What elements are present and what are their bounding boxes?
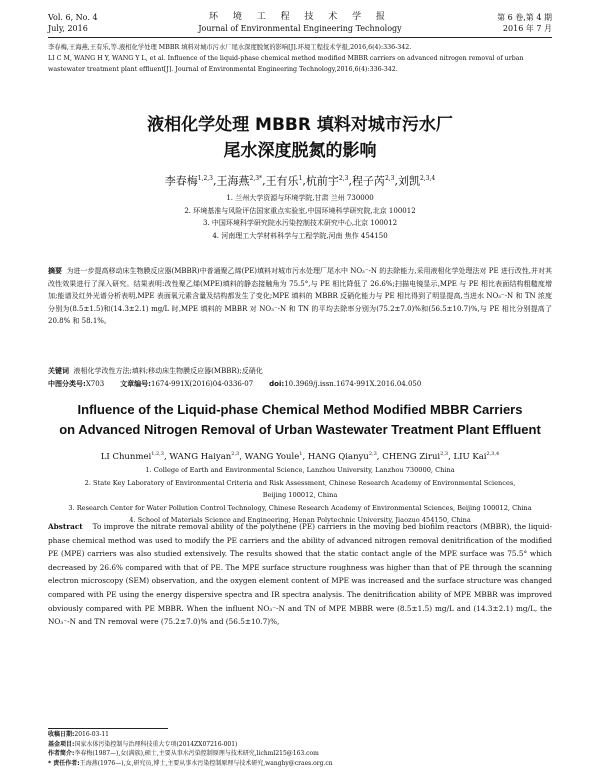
footnote-line	[48, 730, 552, 740]
author-affiliation-marker: 2,3	[368, 451, 377, 457]
header-rule	[48, 37, 552, 38]
author-separator: ,	[239, 451, 245, 462]
title-en	[40, 400, 560, 440]
author-separator: ,	[394, 174, 398, 188]
header-volume-cn: 第 6 卷,第 4 期	[497, 13, 552, 22]
footnote-text: 国家水体污染控制与治理科技重大专项(2014ZX07216-001)	[74, 740, 238, 748]
keywords-cn-label: 关键词	[48, 367, 69, 375]
affiliation-en: 2. State Key Laboratory of Environmental Criteria and Risk Assessment, Chinese Research Academy of Environmental Sciences,	[84, 478, 516, 487]
author-name: HANG Qianyu	[307, 451, 369, 462]
citation-en-line2: wastewater treatment plant effluent[J]. Journal of Environmental Engineering Technology,2016,6(4):336-342.	[48, 66, 398, 73]
abstract-cn-text: 为进一步提高移动床生物膜反应器(MBBR)中普通聚乙烯(PE)填料对城市污水处理厂尾水中 NO₃⁻-N 的去除能力,采用液相化学处理法对 PE 进行改性,并对其改性效果进行了深入研究。结果表明:改性聚乙烯(MPE)填料的静态接触角为 75.5°,与 PE 相比降低了 26.6%;扫描电镜显示,MPE 与 PE 相比表面结构粗糙度增加;能谱及红外光谱分析表明,MPE 表面氧元素含量及结构都发生了变化;MPE 填料的 MBBR 反硝化能力与 PE 相比得到了明显提高,当进水 NO₃⁻-N 和 TN 浓度分别为(8.5±1.5)和(14.3±2.1) mg/L 时,MPE 填料的 MBBR 对 NO₃⁻-N 和 TN 的平均去除率分别为(75.2±7.0)%和(56.5±10.7)%,与 PE 相比分别提高了 20.8% 和 58.1%。	[48, 267, 553, 325]
footnote-label: 收稿日期:	[48, 731, 75, 738]
author-name: 王海燕	[216, 174, 250, 188]
author-name: WANG Haiyan	[169, 451, 232, 462]
abstract-cn	[48, 265, 552, 328]
footnote-line	[48, 740, 552, 750]
author-separator: ,	[448, 451, 454, 462]
affiliation-cn: 3. 中国环境科学研究院水污染控制技术研究中心,北京 100012	[202, 219, 398, 227]
author-separator: ,	[348, 174, 352, 188]
article-number: 1674-991X(2016)04-0336-07	[150, 380, 254, 388]
footnote-text: 王海燕(1976—),女,研究员,博士,主要从事水污染控制原理与技术研究,wanghy@craes.org.cn	[79, 759, 333, 767]
affiliation-cn: 4. 河南理工大学材料科学与工程学院,河南 焦作 454150	[212, 231, 388, 240]
author-affiliation-marker: 1,2,3	[151, 451, 164, 457]
footnote-label: * 责任作者:	[48, 759, 80, 767]
citation-en-line1: LI C M, WANG H Y, WANG Y L, et al. Influence of the liquid-phase chemical method modified MBBR carriers on advanced nitrogen removal of urban	[48, 55, 524, 62]
title-cn	[40, 112, 560, 164]
keywords-cn	[48, 365, 552, 377]
author-separator: ,	[376, 451, 383, 462]
abstract-en-label: Abstract	[48, 522, 83, 531]
affiliation-en: Beijing 100012, China	[262, 491, 338, 499]
abstract-cn-label: 摘要	[48, 267, 63, 275]
affiliation-en: 1. College of Earth and Environmental Science, Lanzhou University, Lanzhou 730000, China	[145, 466, 455, 474]
title-cn-line2: 尾水深度脱氮的影响	[223, 141, 377, 161]
footnotes	[48, 730, 552, 768]
author-name: CHENG Zirui	[382, 451, 441, 462]
affiliation-cn: 1. 兰州大学资源与环境学院,甘肃 兰州 730000	[226, 194, 374, 202]
affiliations-en	[48, 464, 552, 527]
clc-label: 中图分类号:	[48, 380, 86, 388]
header-journal	[48, 12, 552, 34]
classification-line	[48, 378, 552, 390]
header-volume-issue: Vol. 6, No. 4	[48, 13, 98, 22]
header-journal-cn: 环 境 工 程 技 术 学 报	[208, 12, 392, 22]
author-affiliation-marker: 2,3,4	[486, 451, 500, 457]
author-affiliation-marker: 1	[299, 451, 303, 457]
footnote-text: 李春梅(1987—),女(满族),硕士,主要从事水污染控制原理与技术研究,lichml215@163.com	[74, 750, 319, 757]
footnote-rule	[48, 728, 168, 729]
citation-cn: 李春梅,王海燕,王有乐,等.液相化学处理 MBBR 填料对城市污水厂尾水深度脱氮的影响[J].环境工程技术学报,2016,6(4):336-342.	[48, 44, 412, 51]
footnote-line	[48, 749, 552, 759]
affiliation-en: 4. School of Materials Science and Engineering, Henan Polytechnic University, Jiaozuo 454150, China	[129, 516, 471, 524]
abstract-en-text: To improve the nitrate removal ability of the polythene (PE) carriers in the moving bed biofilm reactors (MBBR), the liquid-phase chemical method was used to modify the PE carriers and the ability of advanced nitrogen removal denitrification of the modified PE (MPE) carriers was also studied extensively. The results showed that the static contact angle of the MPE surface was 75.5° which decreased by 26.6% compared with that of PE. The MPE surface structure roughness was higher than that of PE through the scanning electron microscopy (SEM) observation, and the oxygen element content of MPE was increased and the surface structure was changed compared with PE using the energy dispersive spectra and IR spectra analysis. The denitrification ability of MPE MBBR was improved obviously compared with PE MBBR. When the influent NO₃⁻-N and TN of MPE MBBR were (8.5±1.5) mg/L and (14.3±2.1) mg/L, the NO₃⁻-N and TN removal were (75.2±7.0)% and (56.5±10.7)%,	[48, 522, 552, 627]
author-affiliation-marker: 2,3	[338, 175, 349, 182]
author-name: LI Chunmei	[100, 451, 152, 462]
footnote-label: 基金项目:	[48, 740, 75, 748]
footnote-line	[48, 759, 552, 769]
title-en-line1: Influence of the Liquid-phase Chemical Method Modified MBBR Carriers	[77, 402, 523, 417]
author-affiliation-marker: 2,3,4	[419, 175, 436, 182]
author-affiliation-marker: 1	[298, 175, 303, 182]
affiliation-en: 3. Research Center for Water Pollution Control Technology, Chinese Research Academy of Environmental Sciences, Beijing 100012, China	[68, 503, 532, 512]
author-name: 王有乐	[265, 174, 299, 188]
article-number-label: 文章编号:	[120, 380, 151, 388]
doi-label: doi:	[269, 380, 285, 388]
citation-block	[48, 42, 552, 75]
header-date-cn: 2016 年 7 月	[502, 24, 552, 33]
affiliation-cn: 2. 环境基准与风险评估国家重点实验室,中国环境科学研究院,北京 100012	[184, 206, 416, 215]
author-name: 程子芮	[351, 174, 385, 188]
author-list-en	[40, 448, 560, 463]
footnote-text: 2016-03-11	[74, 731, 109, 738]
author-affiliation-marker: 2,3*	[249, 175, 263, 182]
affiliations-cn	[40, 192, 560, 242]
author-name: LIU Kai	[453, 451, 487, 462]
author-separator: ,	[302, 174, 306, 188]
footnote-label: 作者简介:	[48, 750, 75, 757]
author-affiliation-marker: 1,2,3	[197, 175, 214, 182]
header-journal-en: Journal of Environmental Engineering Technology	[198, 24, 402, 33]
header-date-en: July, 2016	[48, 24, 88, 33]
header-issue-cn	[497, 12, 552, 34]
author-separator: ,	[213, 174, 217, 188]
author-name: WANG Youle	[244, 451, 300, 462]
author-list-cn	[40, 172, 560, 189]
author-affiliation-marker: 2,3	[384, 175, 395, 182]
doi-link[interactable]: 10.3969/j.issn.1674-991X.2016.04.050	[284, 380, 422, 388]
author-affiliation-marker: 2,3	[231, 451, 240, 457]
author-affiliation-marker: 2,3	[440, 451, 449, 457]
author-separator: ,	[302, 451, 308, 462]
clc-number: X703	[85, 380, 105, 388]
author-name: 杭前宇	[305, 174, 339, 188]
title-en-line2: on Advanced Nitrogen Removal of Urban Wastewater Treatment Plant Effluent	[59, 422, 541, 437]
author-name: 李春梅	[164, 174, 198, 188]
author-separator: ,	[163, 451, 170, 462]
author-name: 刘凯	[397, 174, 420, 188]
keywords-cn-text: 液相化学改性方法;填料;移动床生物膜反应器(MBBR);反硝化	[73, 367, 263, 375]
author-separator: ,	[262, 174, 266, 188]
abstract-en	[48, 520, 552, 629]
title-cn-line1: 液相化学处理 MBBR 填料对城市污水厂	[147, 115, 453, 135]
